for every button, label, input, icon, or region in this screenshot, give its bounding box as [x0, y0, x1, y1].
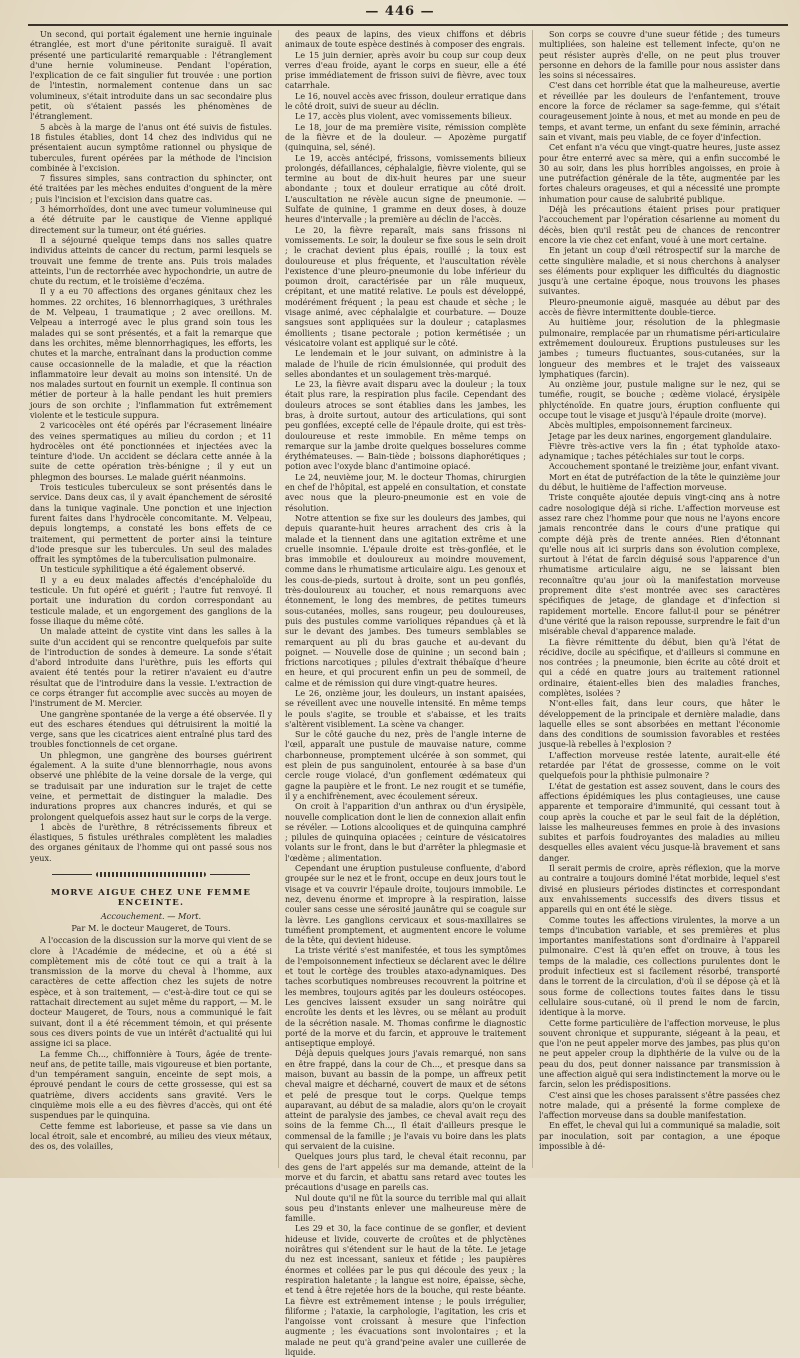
- paragraph: Le 23, la fièvre avait disparu avec la douleur ; la toux était plus rare, la respiration plus facile. Cependant des douleurs atroces se sont établies dans les jambes, les bras, à droite surtout, autour des articulations, qui sont peu gonflées, excepté celle de l'épaule droite, qui est très-douloureuse et reste immobile. En même temps on remarque sur la jambe droite quelques bosselures comme érythémateuses. — Bain-tiède ; boissons diaphorétiques ; potion avec l'oxyde blanc d'antimoine opiacé.: [285, 380, 526, 472]
- paragraph: Le 24, neuvième jour, M. le docteur Thomas, chirurgien en chef de l'hôpital, est appelé en consultation, et constate avec nous que la pleuro-pneumonie est en voie de résolution.: [285, 472, 526, 513]
- paragraph: Triste conquête ajoutée depuis vingt-cinq ans à notre cadre nosologique déjà si riche. L'affection morveuse est assez rare chez l'homme pour que nous ne l'ayons encore jamais rencontrée dans le cours d'une pratique qui compte déjà près de trente années. Rien d'étonnant qu'elle nous ait ici surpris dans son évolution complexe, surtout à l'état de farcin déguisé sous l'apparence d'un rhumatisme articulaire aigu, ne se laissant bien reconnaître qu'au jour où la manifestation morveuse proprement dite s'est montrée avec ses caractères spécifiques de jetage, de glandage et d'infection si rapidement mortelle. Encore fallut-il pour se pénétrer d'une vérité que la raison repousse, surprendre le fait d'un misérable cheval d'apparence malade.: [539, 493, 780, 637]
- column-2: [278, 30, 532, 1357]
- paragraph: Pleuro-pneumonie aiguë, masquée au début par des accès de fièvre intermittente double-tierce.: [539, 297, 780, 318]
- paragraph: Jetage par les deux narines, engorgement glandulaire.: [549, 431, 772, 441]
- page-number: — 446 —: [365, 4, 435, 19]
- paragraph: Nul doute qu'il ne fût la source du terrible mal qui allait sous peu d'instants enlever une malheureuse mère de famille.: [285, 1193, 526, 1224]
- paragraph: Le 17, accès plus violent, avec vomissements bilieux.: [295, 112, 512, 122]
- ornament-bar: [210, 874, 250, 875]
- paragraph: 2 varicocèles ont été opérés par l'écrasement linéaire des veines spermatiques au milieu du cordon ; et 11 hydrocèles ont été ponctionnées et injectées avec la teinture d'iode. Un accident se déclara cette année à la suite de cette opération très-bénigne ; il y eut un phlegmon des bourses. Le malade guérit néanmoins.: [30, 421, 272, 482]
- paragraph: Abcès multiples, empoisonnement farcineux.: [549, 421, 733, 431]
- article-title: MORVE AIGUE CHEZ UNE FEMME ENCEINTE.: [50, 888, 252, 909]
- paragraph: 3 hémorrhoïdes, dont une avec tumeur volumineuse qui a été détruite par le caustique de Vienne appliqué directement sur la tumeur, ont été guéries.: [30, 205, 272, 235]
- paragraph: Une gangrène spontanée de la verge a été observée. Il y eut des eschares étendues qui détruisirent la moitié la verge, sans que les cicatrices aient entraîné plus tard des troubles fonctionnels de cet organe.: [30, 709, 272, 750]
- section-ornament: [30, 870, 272, 878]
- article-author: Par M. le docteur Maugeret, de Tours.: [71, 922, 231, 933]
- paragraph: Accouchement spontané le treizième jour, enfant vivant.: [549, 462, 780, 472]
- paragraph: Cependant une éruption pustuleuse confluente, d'abord groupée sur le nez et le front, occupe en deux jours tout le visage et va couvrir l'épaule droite, toujours immobile. Le nez, devenu énorme et impropre à la respiration, laisse couler sans cesse une sérosité jaunâtre qui se coagule sur la lèvre. Les ganglions cervicaux et sous-maxillaires se tuméfient promptement, et augmentent encore le volume de la tête, qui devient hideuse.: [285, 864, 526, 946]
- paragraph: En jetant un coup d'œil rétrospectif sur la marche de cette singulière maladie, et si nous cherchons à analyser ses éléments pour expliquer les difficultés du diagnostic jusqu'à une certaine époque, nous trouvons les phases suivantes.: [539, 246, 780, 297]
- paragraph: 1 abcès de l'urèthre, 8 rétrécissements fibreux et élastiques, 5 fistules uréthrales complètent les maladies des organes génitaux de l'homme qui ont passé sous nos yeux.: [30, 822, 272, 863]
- paragraph: Un malade atteint de cystite vint dans les salles à la suite d'un accident qui se rencontre quelquefois par suite de l'introduction de sondes à demeure. La sonde s'était d'abord introduite dans l'urèthre, puis les efforts qui avaient été tentés pour la retirer n'avaient eu d'autre résultat que de l'introduire dans la vessie. L'extraction de ce corps étranger fut accomplie avec succès au moyen de l'instrument de M. Mercier.: [30, 627, 272, 709]
- paragraph: Il a séjourné quelque temps dans nos salles quatre individus atteints de cancer du rectum, parmi lesquels se trouvait une femme de trente ans. Puis trois malades atteints, l'un de rectorrhée avec hypochondrie, un autre de chute du rectum, et le troisième d'eczéma.: [30, 235, 272, 287]
- paragraph: Sur le côté gauche du nez, près de l'angle interne de l'œil, apparaît une pustule de mauvaise nature, comme charbonneuse, promptement ulcérée à son sommet, qui est plein de pus sanguinolent, entourée à sa base d'un cercle rouge violacé, d'un gonflement œdémateux qui gagne la paupière et le front. Le nez rougit et se tuméfie, il y a enchifrènement, avec écoulement séreux.: [285, 730, 526, 801]
- paragraph: On croit à l'apparition d'un anthrax ou d'un érysipèle, nouvelle complication dont le lien de connexion allait enfin se révéler. — Lotions alcooliques et de quinquina camphré ; pilules de quinquina opiacées ; ceinture de vésicatoires volants sur le front, dans le but d'arrêter la phlegmasie et l'œdème ; alimentation.: [285, 802, 526, 863]
- paragraph: Fièvre très-active vers la fin ; état typhoïde ataxo-adynamique ; taches pétéchiales sur tout le corps.: [539, 441, 780, 462]
- paragraph: En effet, le cheval qui lui a communiqué sa maladie, soit par inoculation, soit par contagion, a une époque impossible à dé-: [539, 1121, 780, 1152]
- paragraph: Le 19, accès antécipé, frissons, vomissements bilieux prolongés, défaillances, céphalalgie, fièvre violente, qui se termine au bout de dix-huit heures par une sueur abondante ; toux et douleur erratique au côté droit. L'auscultation ne révèle aucun signe de pneumonie. — Sulfate de quinine, 1 gramme en deux doses, à douze heures d'intervalle ; la première au déclin de l'accès.: [285, 153, 526, 225]
- paragraph: Au huitième jour, résolution de la phlegmasie pulmonaire, remplacée par un rhumatisme péri-articulaire extrêmement douloureux. Éruptions pustuleuses sur les jambes ; tumeurs fluctuantes, sous-cutanées, sur la longueur des membres et le trajet des vaisseaux lymphatiques (farcin).: [539, 318, 780, 379]
- paragraph: Cette femme est laborieuse, et passe sa vie dans un local étroit, sale et encombré, au milieu des vieux métaux, des os, des volailles,: [30, 1121, 272, 1152]
- paragraph: Le 20, la fièvre reparaît, mais sans frissons ni vomissements. Le soir, la douleur se fixe sous le sein droit ; le crachat devient plus épais, rouillé ; la toux est douloureuse et plus fréquente, et l'auscultation révèle l'existence d'une pleuro-pneumonie du lobe inférieur du poumon droit, caractérisée par un râle muqueux, crépitant, et une matité relative. Le pouls est développé, modérément fréquent ; la peau est chaude et sèche ; le visage animé, avec céphalalgie et courbature. — Douze sangsues sont appliquées sur la douleur ; cataplasmes émollients ; tisane pectorale ; potion kermétisée ; un vésicatoire volant est appliqué sur le côté.: [285, 225, 526, 348]
- paragraph: L'état de gestation est assez souvent, dans le cours des affections épidémiques les plus contagieuses, une cause apparente et temporaire d'immunité, qui cessant tout à coup après la couche et par le seul fait de la déplétion, laisse les malheureuses femmes en proie à des invasions subites et parfois foudroyantes des maladies au milieu desquelles elles avaient vécu jusque-là bravement et sans danger.: [539, 781, 780, 863]
- ornament-bead: [96, 872, 206, 877]
- text-columns: [24, 30, 788, 1357]
- paragraph: Il y a eu 70 affections des organes génitaux chez les hommes. 22 orchites, 16 blennorrhagiques, 3 uréthrales de M. Velpeau, 1 traumatique ; 2 avec oreillons. M. Velpeau a interrogé avec le plus grand soin tous les malades qui se sont présentés, et a fait la remarque que dans les orchites, même blennorrhagiques, les efforts, les chutes et la marche, entraînant dans la production comme cause occasionnelle de la maladie, et que la réaction inflammatoire leur devait au moins son intensité. Un de nos malades surtout en fournit un exemple. Il continua son métier de porteur à la halle pendant les huit premiers jours de son orchite ; l'inflammation fut extrêmement violente et le testicule suppura.: [30, 287, 272, 420]
- column-1: [24, 30, 278, 1168]
- paragraph: La triste vérité s'est manifestée, et tous les symptômes de l'empoisonnement infectieux se déclarent avec le délire et tout le cortège des troubles ataxo-adynamiques. Des taches scorbutiques nombreuses recouvrent la poitrine et les membres, toujours agités par les douleurs ostéocopes. Les gencives laissent exsuder un sang noirâtre qui encroûte les dents et les lèvres, ou se mêlant au produit de la sécrétion nasale. M. Thomas confirme le diagnostic porté de la morve et du farcin, et approuve le traitement antiseptique employé.: [285, 946, 526, 1049]
- header-rule: [28, 24, 788, 26]
- paragraph: Le 15 juin dernier, après avoir bu coup sur coup deux verres d'eau froide, ayant le corps en sueur, elle a été prise immédiatement de frisson suivi de fièvre, avec toux catarrhale.: [285, 50, 526, 91]
- paragraph: Déjà les précautions étaient prises pour pratiquer l'accouchement par l'opération césarienne au moment du décès, bien qu'il restât peu de chances de rencontrer encore la vie chez cet enfant, voué à une mort certaine.: [539, 205, 780, 245]
- paragraph: La femme Ch..., chiffonnière à Tours, âgée de trente-neuf ans, de petite taille, mais vigoureuse et bien portante, d'un tempérament sanguin, enceinte de sept mois, a éprouvé pendant le cours de cette grossesse, qui est sa quatrième, divers accidents sans gravité. Vers le cinquième mois elle a eu des fièvres d'accès, qui ont été suspendues par le quinquina.: [30, 1049, 272, 1121]
- paragraph: L'affection morveuse restée latente, aurait-elle été retardée par l'état de grossesse, comme on le voit quelquefois pour la phthisie pulmonaire ?: [539, 750, 780, 781]
- paragraph: Le lendemain et le jour suivant, on administre à la malade de l'huile de ricin émulsionnée, qui produit des selles abondantes et un soulagement très-marqué.: [285, 349, 526, 379]
- article-subtitle: Accouchement. — Mort.: [100, 910, 202, 921]
- paragraph: 5 abcès à la marge de l'anus ont été suivis de fistules. 18 fistules établies, dont 14 chez des individus qui ne présentaient aucun symptôme rationnel ou physique de tubercules, furent opérées par la méthode de l'incision combinée à l'excision.: [30, 122, 272, 173]
- paragraph: Au onzième jour, pustule maligne sur le nez, qui se tuméfie, rougit, se bouche ; œdème violacé, érysipèle phlycténoïde. En quatre jours, éruption confluente qui occupe tout le visage et jusqu'à l'épaule droite (morve).: [539, 380, 780, 420]
- column-3: [532, 30, 786, 1168]
- paragraph: Comme toutes les affections virulentes, la morve a un temps d'incubation variable, et ses premières et plus importantes manifestations sont d'ordinaire à l'appareil pulmonaire. C'est là qu'en effet on trouve, à tous les temps de la maladie, ces collections purulentes dont le produit infectieux est si facilement résorbé, transporté dans le torrent de la circulation, d'où il se dépose çà et là sous forme de collections toutes faites dans le tissu cellulaire sous-cutané, où il prend le nom de farcin, identique à la morve.: [539, 915, 780, 1018]
- ornament-bar: [52, 874, 92, 875]
- paragraph: C'est ainsi que les choses paraissent s'être passées chez notre malade, qui a présenté la forme complexe de l'affection morveuse dans sa double manifestation.: [539, 1090, 780, 1121]
- paragraph: Il y a eu deux malades affectés d'encéphaloïde du testicule. Un fut opéré et guérit ; l'autre fut renvoyé. Il portait une induration du cordon correspondant au testicule malade, et un engorgement des ganglions de la fosse iliaque du même côté.: [30, 575, 272, 626]
- paragraph: N'ont-elles fait, dans leur cours, que hâter le développement de la principale et dernière maladie, dans laquelle elles se sont absorbées en mettant l'économie dans des conditions de soumission favorables et restées jusque-là rebelles à l'explosion ?: [539, 699, 780, 750]
- paragraph: Un phlegmon, une gangrène des bourses guérirent également. A la suite d'une blennorrhagie, nous avons observé une phlébite de la veine dorsale de la verge, qui se traduisait par une induration sur le trajet de cette veine, et permettait de distinguer la maladie. Des indurations propres aux chancres indurés, et qui se prolongent quelquefois assez haut sur le corps de la verge.: [30, 750, 272, 822]
- paragraph: Son corps se couvre d'une sueur fétide ; des tumeurs multipliées, son haleine est tellement infecte, qu'on ne peut résister auprès d'elle, on ne peut plus trouver personne en dehors de la famille pour nous assister dans les soins si nécessaires.: [539, 30, 780, 81]
- paragraph: Notre attention se fixe sur les douleurs des jambes, qui depuis quarante-huit heures arrachent des cris à la malade et la tiennent dans une agitation extrême et une cruelle insomnie. L'épaule droite est très-gonflée, et le bras immobile et douloureux au moindre mouvement, comme dans le rhumatisme articulaire aigu. Les genoux et les cous-de-pieds, surtout à droite, sont un peu gonflés, très-douloureux au toucher, et nous remarquons avec étonnement, le long des membres, de petites tumeurs sous-cutanées, molles, sans rougeur, peu douloureuses, puis des pustules comme varioliques répandues çà et là sur le devant des jambes. Des tumeurs semblables se remarquent au pli du bras gauche et au-devant du poignet. — Nouvelle dose de quinine ; un second bain ; frictions narcotiques ; pilules d'extrait thébaïque d'heure en heure, et qui procurent enfin un peu de sommeil, de calme et de rémission qui dure vingt-quatre heures.: [285, 513, 526, 688]
- paragraph: Le 26, onzième jour, les douleurs, un instant apaisées, se réveillent avec une nouvelle intensité. En même temps le pouls s'agite, se trouble et s'abaisse, et les traits s'altèrent visiblement. La scène va changer.: [285, 689, 526, 729]
- page-header: [0, 4, 800, 26]
- paragraph: Il serait permis de croire, après réflexion, que la morve au contraire a toujours dominé l'état morbide, lequel s'est divisé en plusieurs périodes distinctes et correspondant aux envahissements successifs des divers tissus et appareils qui en ont été le siège.: [539, 864, 780, 915]
- paragraph: Déjà depuis quelques jours j'avais remarqué, non sans en être frappé, dans la cour de Ch..., et presque dans sa maison, buvant au bassin de la pompe, un affreux petit cheval maigre et décharné, couvert de maux et de sétons et pelé de presque tout le corps. Quelque temps auparavant, au début de sa maladie, alors qu'on le croyait atteint de paralysie des jambes, ce cheval avait reçu des soins de la femme Ch..., Il était d'ailleurs presque le commensal de la famille ; je l'avais vu boire dans les plats qui servaient de la cuisine.: [285, 1049, 526, 1152]
- paragraph: La fièvre rémittente du début, bien qu'à l'état de récidive, docile au spécifique, et d'ailleurs si commune en nos contrées ; la pneumonie, bien écrite au côté droit et qui a cédé en quatre jours au traitement rationnel ordinaire, étaient-elles bien des maladies franches, complètes, isolées ?: [539, 637, 780, 698]
- paragraph: Quelques jours plus tard, le cheval était reconnu, par des gens de l'art appelés sur ma demande, atteint de la morve et du farcin, et abattu sans retard avec toutes les précautions d'usage en pareils cas.: [285, 1152, 526, 1193]
- paragraph: C'est dans cet horrible état que la malheureuse, avertie et réveillée par les douleurs de l'enfantement, trouve encore la force de réclamer sa sage-femme, qui s'était courageusement jointe à nous, et met au monde en peu de temps, et avant terme, un enfant du sexe féminin, arraché sain et vivant, mais peu viable, de ce foyer d'infection.: [539, 81, 780, 142]
- paragraph: Mort en état de putréfaction de la tête le quinzième jour du début, le huitième de l'affection morveuse.: [539, 472, 780, 493]
- paragraph: Les 29 et 30, la face continue de se gonfler, et devient hideuse et livide, couverte de croûtes et de phlyctènes noirâtres qui s'étendent sur le haut de la tête. Le jetage du nez est incessant, sanieux et fétide ; les paupières énormes et collées par le pus qui découle des yeux ; la respiration haletante ; la langue est noire, épaisse, sèche, et tend à être rejetée hors de la bouche, qui reste béante. La fièvre est extrêmement intense ; le pouls irrégulier, filiforme ; l'ataxie, la carphologie, l'agitation, les cris et l'angoisse vont croissant à mesure que l'infection augmente ; les évacuations sont involontaires ; et la malade ne peut qu'à grand'peine avaler une cuillerée de liquide.: [285, 1224, 526, 1357]
- paragraph: Le 16, nouvel accès avec frisson, douleur erratique dans le côté droit, suivi de sueur au déclin.: [285, 91, 526, 112]
- paragraph: Trois testicules tuberculeux se sont présentés dans le service. Dans deux cas, il y avait épanchement de sérosité dans la tunique vaginale. Une ponction et une injection furent faites dans l'hydrocèle concomitante. M. Velpeau, depuis longtemps, a constaté les bons effets de ce traitement, qui permettent de porter ainsi la teinture d'iode presque sur les tubercules. Un seul des malades offrait les symptômes de la tuberculisation pulmonaire.: [30, 483, 272, 565]
- paragraph: Un second, qui portait également une hernie inguinale étranglée, est mort d'une péritonite suraiguë. Il avait présenté une particularité remarquable : l'étranglement d'une hernie volumineuse. Pendant l'opération, l'explication de ce fait singulier fut trouvée : une portion de l'intestin, normalement contenue dans un sac volumineux, s'était introduite dans un sac secondaire plus petit, où s'étaient passés les phénomènes de l'étranglement.: [30, 30, 272, 122]
- paragraph: Un testicule syphilitique a été également observé.: [40, 565, 245, 575]
- paragraph: Cet enfant n'a vécu que vingt-quatre heures, juste assez pour être enterré avec sa mère, qui a enfin succombé le 30 au soir, dans les plus horribles angoisses, en proie à une putréfaction générale de la tête, augmentée par les fortes chaleurs orageuses, et qui a nécessité une prompte inhumation pour cause de salubrité publique.: [539, 143, 780, 204]
- paragraph: Cette forme particulière de l'affection morveuse, le plus souvent chronique et suppurante, siégeant à la peau, et que l'on ne peut appeler morve des jambes, pas plus qu'on ne peut appeler croup la diphthérie de la vulve ou de la peau du dos, peut donner naissance par transmission à une affection aiguë qui sera indistinctement la morve ou le farcin, selon les prédispositions.: [539, 1018, 780, 1090]
- paragraph: des peaux de lapins, des vieux chiffons et débris animaux de toute espèce destinés à composer des engrais.: [285, 30, 526, 50]
- paragraph: Le 18, jour de ma première visite, rémission complète de la fièvre et de la douleur. — Apozème purgatif (quinquina, sel, séné).: [285, 122, 526, 153]
- paragraph: A l'occasion de la discussion sur la morve qui vient de se clore à l'Académie de médecine, et où a été si complètement mis de côté tout ce qui a trait à la transmission de la morve du cheval à l'homme, aux caractères de cette affection chez les sujets de notre espèce, et à son traitement, — c'est-à-dire tout ce qui se rattachait directement au sujet même du rapport, — M. le docteur Maugeret, de Tours, nous a communiqué le fait suivant, dont il a été récemment témoin, et qui présente sous ces divers points de vue un intérêt d'actualité qui lui assigne ici sa place.: [30, 936, 272, 1049]
- paragraph: 7 fissures simples, sans contraction du sphincter, ont été traitées par les mèches enduites d'onguent de la mère ; puis l'incision et l'excision dans quatre cas.: [30, 174, 272, 204]
